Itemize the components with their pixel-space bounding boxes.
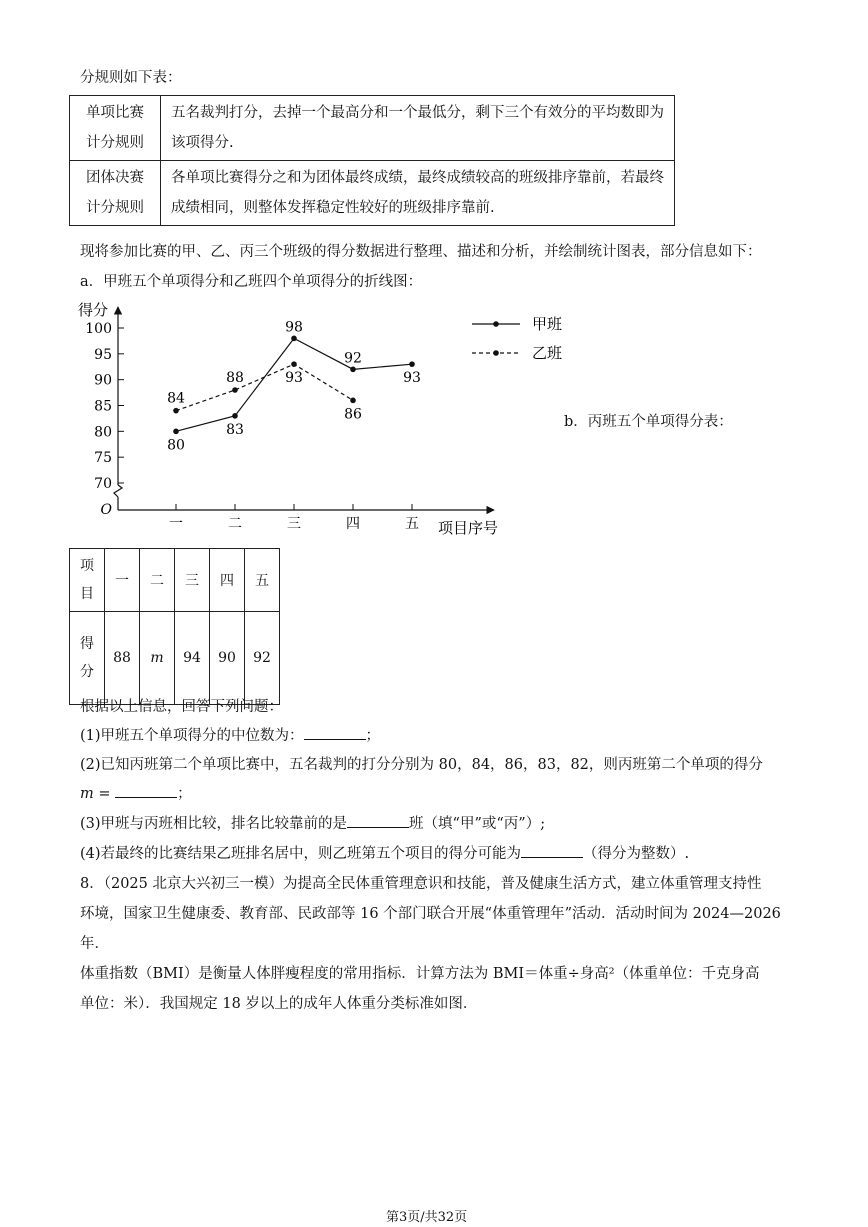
data-label: 88 — [226, 370, 244, 386]
legend-marker — [493, 321, 499, 327]
questions-intro: 根据以上信息，回答下列问题： — [80, 699, 283, 715]
score-cell: 94 — [175, 612, 210, 705]
legend-label: 乙班 — [532, 344, 563, 362]
x-tick-label: 三 — [287, 516, 301, 532]
rule-head-team: 团体决赛 计分规则 — [70, 161, 161, 226]
data-label: 83 — [226, 421, 244, 438]
y-tick-label: 80 — [94, 424, 112, 441]
data-point — [173, 408, 179, 414]
question-3: (3)甲班与丙班相比较，排名比较靠前的是 班（填“甲”或“丙”）; — [80, 812, 545, 833]
answer-blank — [347, 813, 409, 828]
question-2-line1: (2)已知丙班第二个单项比赛中，五名裁判的打分分别为 80，84，86，83，82，则丙班第二个单项的得分 — [80, 757, 763, 773]
data-label: 80 — [167, 437, 185, 454]
y-tick-label: 70 — [94, 476, 112, 492]
question-4: (4)若最终的比赛结果乙班排名居中，则乙班第五个项目的得分可能为 （得分为整数）. — [80, 842, 689, 863]
question-1: (1)甲班五个单项得分的中位数为： ； — [80, 724, 380, 745]
y-tick-label: 95 — [94, 346, 112, 363]
y-axis-label: 得分 — [78, 301, 109, 319]
legend-marker — [493, 350, 499, 356]
answer-blank — [115, 783, 177, 798]
item-cell: 四 — [210, 549, 245, 612]
x-tick-label: 四 — [346, 516, 360, 532]
rule-head-single: 单项比赛 计分规则 — [70, 96, 161, 161]
scoring-rules-table — [69, 95, 675, 226]
score-cell: 88 — [105, 612, 140, 705]
legend-label: 甲班 — [532, 315, 563, 333]
series-line-2 — [176, 364, 353, 411]
problem8-line3: 年． — [80, 936, 109, 952]
data-label: 84 — [167, 390, 185, 407]
data-label: 86 — [344, 406, 362, 423]
class-c-score-table — [69, 548, 280, 705]
data-point — [232, 413, 238, 419]
text-now: 现将参加比赛的甲、乙、丙三个班级的得分数据进行整理、描述和分析，并绘制统计图表，部分信息如下： — [80, 244, 762, 260]
rule-content-single: 五名裁判打分，去掉一个最高分和一个最低分，剩下三个有效分的平均数即为该项得分. — [161, 96, 675, 161]
rule-content-team: 各单项比赛得分之和为团体最终成绩，最终成绩较高的班级排序靠前，若最终成绩相同，则整体发挥稳定性较好的班级排序靠前. — [161, 161, 675, 226]
problem8-line2: 环境，国家卫生健康委、教育部、民政部等 16 个部门联合开展“体重管理年”活动．活动时间为 2024—2026 — [80, 906, 781, 922]
y-tick-label: 100 — [85, 321, 112, 337]
label-a: a．甲班五个单项得分和乙班四个单项得分的折线图： — [80, 274, 423, 290]
data-point — [173, 429, 179, 435]
data-label: 92 — [344, 350, 362, 367]
table-row — [70, 161, 675, 226]
item-cell: 五 — [245, 549, 280, 612]
item-cell: 三 — [175, 549, 210, 612]
y-tick-label: 85 — [94, 398, 112, 415]
x-axis-label: 项目序号 — [438, 519, 499, 537]
page-footer: 第3页/共32页 — [386, 1210, 468, 1225]
data-label: 93 — [403, 370, 421, 387]
table-row — [70, 612, 280, 705]
y-tick-label: 90 — [94, 372, 112, 389]
score-header-cell: 得 分 — [70, 612, 105, 705]
table-row — [70, 549, 280, 612]
data-label: 98 — [285, 319, 303, 336]
problem8-line5: 单位：米）．我国规定 18 岁以上的成年人体重分类标准如图． — [80, 996, 478, 1012]
data-point — [350, 367, 356, 373]
data-point — [232, 387, 238, 393]
x-tick-label: 二 — [228, 516, 242, 532]
data-point — [409, 361, 415, 367]
score-cell: 90 — [210, 612, 245, 705]
origin-label: O — [100, 502, 112, 518]
table-row — [70, 96, 675, 161]
score-cell: 92 — [245, 612, 280, 705]
item-header-cell: 项 目 — [70, 549, 105, 612]
score-cell: m — [140, 612, 175, 705]
x-tick-label: 一 — [169, 516, 183, 532]
label-b: b．丙班五个单项得分表： — [564, 414, 733, 430]
question-2-line2: m = ； — [80, 782, 192, 803]
data-point — [350, 398, 356, 404]
x-tick-label: 五 — [405, 516, 419, 532]
answer-blank — [521, 843, 583, 858]
line-chart — [70, 295, 590, 540]
item-cell: 二 — [140, 549, 175, 612]
data-point — [291, 336, 297, 342]
intro-text: 分规则如下表： — [80, 70, 182, 86]
problem8-line4: 体重指数（BMI）是衡量人体胖瘦程度的常用指标．计算方法为 BMI＝体重÷身高²（体重单位：千克身高 — [80, 966, 760, 982]
answer-blank — [304, 725, 366, 740]
item-cell: 一 — [105, 549, 140, 612]
problem8-line1: 8．（2025 北京大兴初三一模）为提高全民体重管理意识和技能，普及健康生活方式，建立体重管理支持性 — [80, 876, 762, 892]
y-tick-label: 75 — [94, 450, 112, 467]
data-point — [291, 361, 297, 367]
data-label: 93 — [285, 370, 303, 387]
axis-break — [114, 485, 122, 497]
